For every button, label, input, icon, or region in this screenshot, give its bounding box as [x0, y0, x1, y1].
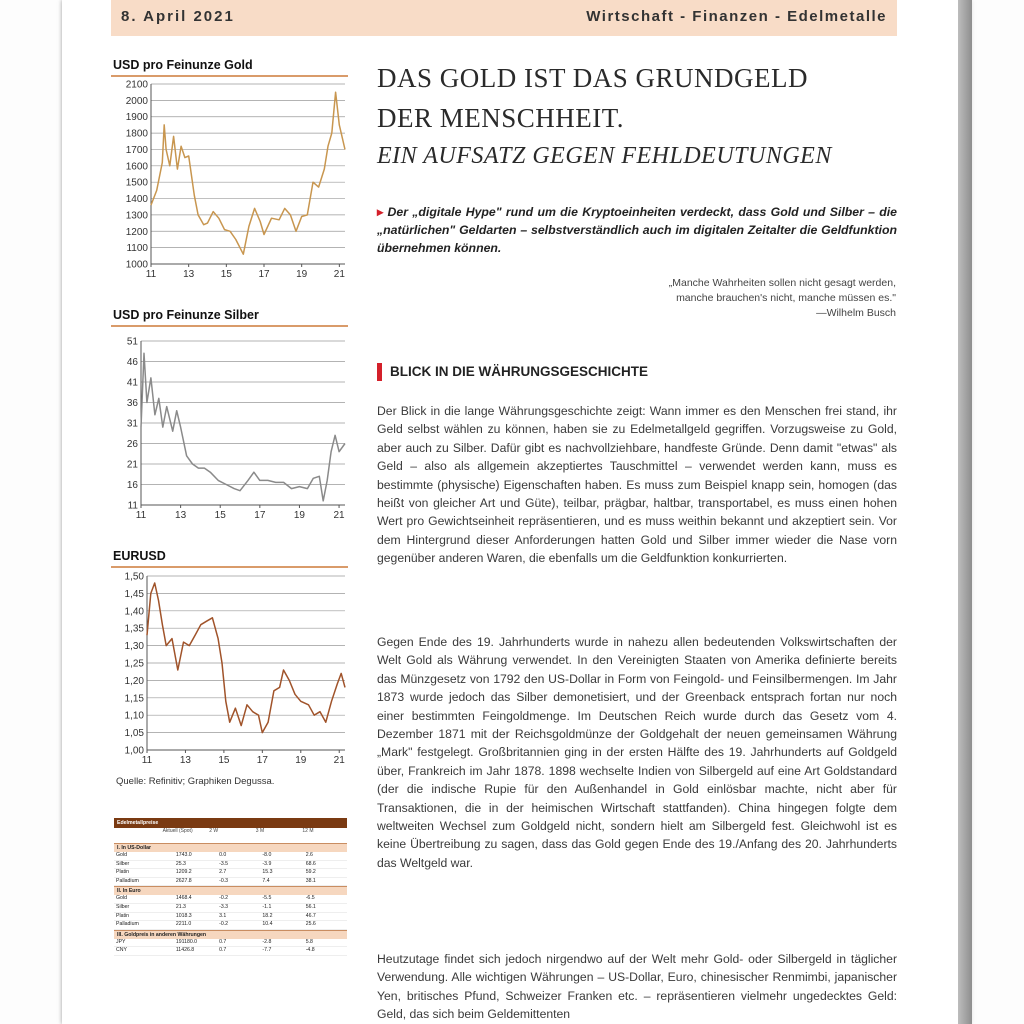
y-tick-label: 1100: [126, 243, 148, 255]
table-cell: -0.3: [219, 877, 229, 884]
table-section-header: II. In Euro: [114, 886, 347, 895]
table-cell: Platin: [116, 912, 129, 919]
table-cell: CNY: [116, 947, 127, 954]
page-edge-shadow: [958, 0, 972, 1024]
table-cell: 1209.2: [175, 869, 192, 876]
article-title-line1: DAS GOLD IST DAS GRUNDGELD: [377, 63, 809, 93]
y-tick-label: 1900: [125, 112, 148, 124]
x-tick-label: 21: [333, 510, 345, 521]
table-cell: 7.4: [262, 877, 270, 884]
table-row: [114, 852, 347, 861]
y-tick-label: 1400: [125, 194, 148, 206]
table-cell: 2627.8: [175, 877, 192, 884]
x-tick-label: 19: [295, 755, 307, 766]
table-row: [114, 921, 347, 930]
y-tick-label: 1700: [125, 144, 148, 156]
chart-source-note: Quelle: Refinitiv; Graphiken Degussa.: [116, 776, 275, 787]
y-tick-label: 1,30: [124, 641, 144, 653]
y-tick-label: 46: [126, 357, 138, 368]
table-row: [114, 861, 347, 870]
table-section-header: III. Goldpreis in anderen Währungen: [114, 930, 347, 939]
x-tick-label: 13: [175, 510, 187, 521]
section-heading-marker: [377, 363, 382, 381]
y-tick-label: 1,50: [124, 571, 144, 583]
silver-chart-title: USD pro Feinunze Silber: [113, 308, 259, 322]
quote-line1: „Manche Wahrheiten sollen nicht gesagt werden,: [668, 277, 896, 289]
table-cell: 11426.8: [175, 947, 195, 954]
article-title: [377, 58, 808, 138]
x-tick-label: 13: [183, 269, 195, 280]
table-cell: -1.1: [262, 903, 272, 910]
x-tick-label: 17: [254, 510, 266, 521]
table-cell: 3.1: [219, 912, 227, 919]
eurusd-chart: [111, 568, 351, 776]
y-tick-label: 1,10: [124, 710, 144, 722]
table-cell: 21.3: [175, 903, 186, 910]
x-tick-label: 11: [135, 510, 147, 521]
x-tick-label: 13: [179, 755, 192, 766]
y-tick-label: 1,15: [124, 693, 144, 705]
table-cell: 59.2: [305, 869, 316, 876]
table-cell: 1018.3: [175, 912, 192, 919]
section-heading-text: BLICK IN DIE WÄHRUNGSGESCHICHTE: [390, 364, 649, 379]
y-tick-label: 1,05: [124, 728, 144, 740]
y-tick-label: 1,25: [124, 658, 144, 670]
table-cell: 5.8: [305, 938, 313, 945]
gold-chart-title: USD pro Feinunze Gold: [113, 58, 253, 72]
x-tick-label: 19: [293, 510, 306, 521]
table-cell: -0.2: [219, 921, 229, 928]
x-tick-label: 21: [333, 755, 345, 766]
table-cell: JPY: [116, 938, 126, 945]
table-column-header: 12 M: [302, 828, 314, 834]
header-date: 8. April 2021: [121, 8, 235, 25]
table-column-header: 2 W: [209, 828, 219, 834]
y-tick-label: 1,35: [124, 623, 144, 635]
table-cell: 25.6: [305, 921, 316, 928]
eurusd-chart-title: EURUSD: [113, 549, 166, 563]
table-cell: 191180.0: [175, 938, 198, 945]
y-tick-label: 36: [126, 398, 138, 409]
gold-price-chart: [111, 78, 351, 290]
table-column-header: Aktuell (Spot): [162, 828, 193, 834]
epigraph-quote: [576, 276, 896, 321]
y-tick-label: 21: [126, 459, 138, 471]
y-tick-label: 1000: [125, 259, 148, 271]
table-cell: -3.3: [219, 903, 229, 910]
precious-metals-price-table: [114, 818, 347, 956]
table-cell: 18.2: [262, 912, 273, 919]
x-tick-label: 15: [218, 755, 230, 766]
y-tick-label: 16: [126, 480, 138, 491]
gold-chart-rule: [111, 75, 348, 77]
table-cell: Palladium: [116, 877, 139, 884]
article-paragraph-1: Der Blick in die lange Währungsgeschichte zeigt: Wann immer es den Menschen frei stand, ihr Geld selbst wählen zu können, haben sie zu Edelmetallgeld gegriffen. Vorzugsweise zu Gold, aber auch zu Silber. Dafür gibt es nachvollziehbare, handfeste Gründe. Denn damit "etwas" als Geld – also als allgemein akzeptiertes Tauschmittel – verwendet werden kann, muss es bestimmte (physische) Eigenschaften haben. Es muss zum Beispiel knapp sein, homogen (das heißt von gleicher Art und Güte), teilbar, prägbar, haltbar, transportabel, es muss einen hohen Wert pro Gewichtseinheit repräsentieren, und es muss weithin bekannt und akzeptiert sein. Vor dem Hintergrund dieser Anforderungen hatten Gold und Silber immer wieder die Nase vorn gegenüber anderen Waren, die ebenfalls um die Geldfunktion konkurrierten.: [377, 404, 897, 566]
x-tick-label: 15: [220, 269, 232, 280]
x-tick-label: 17: [256, 755, 268, 766]
y-tick-label: 1300: [125, 210, 148, 222]
table-cell: 0.0: [219, 852, 227, 858]
table-cell: -8.0: [262, 852, 272, 858]
table-cell: 2.6: [305, 852, 313, 858]
table-cell: -2.8: [262, 938, 272, 945]
table-row: [114, 904, 347, 913]
table-row: [114, 913, 347, 922]
article-lead: [377, 203, 897, 257]
table-cell: Palladium: [116, 921, 139, 928]
table-cell: -3.9: [262, 860, 272, 867]
table-cell: Silber: [116, 860, 130, 867]
table-column-header: 3 M: [255, 828, 265, 834]
table-title: Edelmetallpreise: [114, 818, 347, 828]
table-cell: Gold: [116, 895, 127, 902]
table-subheader: [114, 828, 347, 843]
table-row: [114, 939, 347, 948]
table-cell: 56.1: [305, 903, 316, 910]
table-row: [114, 947, 347, 956]
table-cell: -5.5: [262, 895, 272, 902]
silver-price-chart: [111, 333, 351, 523]
x-tick-label: 15: [214, 510, 226, 521]
header-section: Wirtschaft - Finanzen - Edelmetalle: [586, 8, 887, 25]
x-tick-label: 11: [145, 269, 157, 280]
y-tick-label: 41: [126, 377, 138, 389]
table-row: [114, 878, 347, 887]
table-cell: -0.2: [219, 895, 229, 902]
series-line: [147, 583, 345, 733]
table-cell: Silber: [116, 903, 130, 910]
section-heading: [377, 361, 897, 383]
quote-line2: manche brauchen's nicht, manche müssen es.": [676, 292, 896, 304]
page-header-band: [111, 0, 897, 36]
table-cell: 0.7: [219, 938, 227, 945]
table-cell: 2.7: [219, 869, 227, 876]
y-tick-label: 1500: [125, 177, 148, 189]
series-line: [141, 353, 345, 501]
table-cell: 1743.0: [175, 852, 192, 858]
y-tick-label: 31: [126, 418, 138, 430]
table-cell: -6.5: [305, 895, 315, 902]
y-tick-label: 1,20: [124, 675, 144, 687]
y-tick-label: 1800: [125, 128, 148, 140]
y-tick-label: 2000: [125, 95, 148, 107]
table-cell: 38.1: [305, 877, 316, 884]
article-paragraph-2: Gegen Ende des 19. Jahrhunderts wurde in nahezu allen bedeutenden Volkswirtschaften der Welt Gold als Währung verwendet. In den Vereinigten Staaten von Amerika definierte bereits das Münzgesetz von 1792 den US-Dollar in Form von Feingold- und Feinsilbermengen. Im Jahr 1873 wurde jedoch das Silber demonetisiert, und der Greenback entsprach fortan nur noch einer bestimmten Feingoldmenge. Im Deutschen Reich wurde durch das Gesetz vom 4. Dezember 1871 mit der Reichsgoldmünze der Goldgehalt der neuen gemeinsamen Währung „Mark" festgelegt. Großbritannien ging in der ersten Hälfte des 19. Jahrhunderts auf Goldgeld über, Frankreich im Jahr 1878. 1898 wechselte Indien von Silbergeld auf eine Art Goldstandard (der die indische Rupie für den Außenhandel in Gold einlösbar machte, nicht aber für Transaktionen, die in der heimischen Wirtschaft stattfanden). China hingegen folgte dem weltweiten Wechsel zum Goldgeld nicht, sondern hielt am Silbergeld fest. Gleichwohl ist es keine Übertreibung zu sagen, dass das Gold gegen Ende des 19./Anfang des 20. Jahrhunderts das Weltgeld war.: [377, 635, 897, 870]
y-tick-label: 11: [127, 500, 138, 512]
lead-arrow-icon: ▸: [377, 205, 384, 219]
table-cell: 68.6: [305, 860, 316, 867]
table-cell: 46.7: [305, 912, 316, 919]
table-body: [114, 843, 347, 956]
article-title-line2: DER MENSCHHEIT.: [377, 103, 624, 133]
table-cell: -7.7: [262, 947, 272, 954]
x-tick-label: 11: [141, 755, 153, 766]
table-column-header: [114, 828, 161, 843]
table-cell: 15.3: [262, 869, 273, 876]
table-row: [114, 869, 347, 878]
table-cell: 2211.0: [175, 921, 192, 928]
table-cell: -4.8: [305, 947, 315, 954]
quote-author: —Wilhelm Busch: [816, 307, 896, 319]
table-cell: 0.7: [219, 947, 227, 954]
table-cell: Platin: [116, 869, 129, 876]
table-row: [114, 895, 347, 904]
table-cell: 25.3: [175, 860, 186, 867]
y-tick-label: 1200: [125, 226, 148, 238]
table-cell: Gold: [116, 852, 127, 858]
article-subtitle: EIN AUFSATZ GEGEN FEHLDEUTUNGEN: [377, 143, 832, 169]
y-tick-label: 51: [126, 336, 138, 348]
table-cell: 1468.4: [175, 895, 192, 902]
x-tick-label: 19: [296, 269, 308, 280]
table-section-header: I. In US-Dollar: [114, 843, 347, 852]
article-paragraph-3: Heutzutage findet sich jedoch nirgendwo auf der Welt mehr Gold- oder Silbergeld in täglicher Verwendung. Alle wichtigen Währungen – US-Dollar, Euro, chinesischer Renmimbi, japanischer Yen, britisches Pfund, Schweizer Franken etc. – repräsentieren vielmehr ungedecktes Geld: Geld, das sich beim Geldemittenten: [377, 952, 897, 1022]
y-tick-label: 26: [126, 439, 138, 450]
silver-chart-rule: [111, 325, 348, 327]
y-tick-label: 1,00: [124, 745, 144, 757]
y-tick-label: 1600: [125, 161, 148, 173]
lead-text: Der „digitale Hype" rund um die Kryptoeinheiten verdeckt, dass Gold und Silber – die „natürlichen" Geldarten – selbstverständlich auch im digitalen Zeitalter die Geldfunktion übernehmen können.: [377, 205, 898, 255]
y-tick-label: 1,45: [124, 588, 144, 600]
table-cell: -3.5: [219, 860, 229, 867]
y-tick-label: 1,40: [124, 606, 144, 618]
x-tick-label: 17: [258, 269, 270, 280]
x-tick-label: 21: [333, 269, 345, 280]
table-cell: 10.4: [262, 921, 273, 928]
y-tick-label: 2100: [125, 79, 148, 91]
